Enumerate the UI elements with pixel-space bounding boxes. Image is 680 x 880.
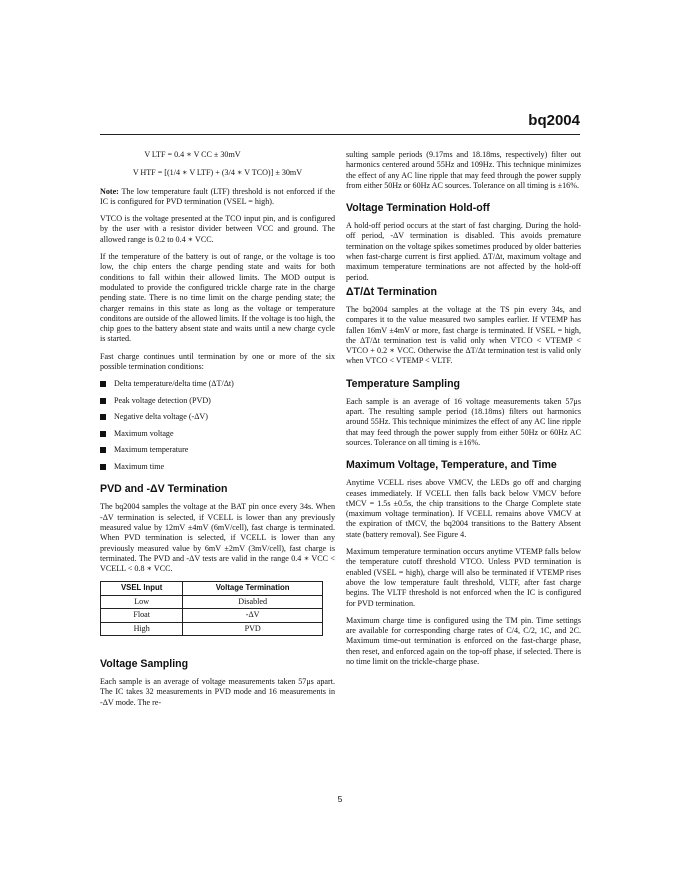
holdoff-paragraph: A hold-off period occurs at the start of fast charging. During the hold-off period, -ΔV termination is disabled. This avoids premature termination on the voltage spikes sometimes produced by older batteries when fast-charge current is first applied. ΔT/Δt, maximum voltage and maximum temperature terminations are not affected by the hold-off period. [346, 221, 581, 282]
vtco-paragraph: VTCO is the voltage presented at the TCO input pin, and is configured by the user with a resistor divider between VCC and ground. The allowed range is 0.2 to 0.4 ∗ VCC. [100, 214, 335, 244]
section-heading-dtdt: ΔT/Δt Termination [346, 285, 437, 298]
table-header-row [101, 582, 323, 595]
list-item: Peak voltage detection (PVD) [100, 396, 335, 407]
document-title: bq2004 [528, 112, 580, 129]
section-heading-maximum: Maximum Voltage, Temperature, and Time [346, 459, 557, 472]
vsel-table [100, 581, 323, 636]
voltage-sampling-paragraph: Each sample is an average of voltage measurements taken 57μs apart. The IC takes 32 measurements in PVD mode and 16 measurements in -ΔV mode. The re- [100, 677, 335, 707]
list-item: Maximum voltage [100, 429, 335, 440]
left-column [100, 150, 335, 715]
header-rule [100, 134, 580, 135]
table-cell: PVD [183, 622, 323, 635]
table-cell: -ΔV [183, 609, 323, 622]
table-cell: High [101, 622, 183, 635]
section-heading-pvd: PVD and -ΔV Termination [100, 483, 228, 496]
temperature-sampling-paragraph: Each sample is an average of 16 voltage measurements taken 57μs apart. The resulting sample period (18.18ms) filters out harmonics around 55Hz. This technique minimizes the effect of any AC line ripple that may feed through the power supply from either 50Hz or 60Hz AC sources. Tolerance on all timing is ±16%. [346, 396, 581, 447]
maximum-temperature-paragraph: Maximum temperature termination occurs anytime VTEMP falls below the temperature cutoff threshold VTCO. Unless PVD termination is enabled (VSEL = high), charge will also be terminated if VTEMP rises above the low temperature fault threshold, VLTF, after fast charge begins. The VLTF threshold is not enforced when the IC is configured for PVD termination. [346, 547, 581, 608]
bullet-square-icon [100, 464, 106, 470]
table-cell: Disabled [183, 595, 323, 608]
list-item: Maximum temperature [100, 445, 335, 456]
bullet-square-icon [100, 398, 106, 404]
dtdt-paragraph: The bq2004 samples at the voltage at the TS pin every 34s, and compares it to the value measured two samples earlier. If VTEMP has fallen 16mV ±4mV or more, fast charge is terminated. If VSEL = high, the ΔT/Δt termination test is valid only when VTCO < VTEMP < VTCO + 0.2 ∗ VCC. Otherwise the ΔT/Δt termination test is valid only when VTCO < VTEMP < VLTF. [346, 304, 581, 366]
equation-vhtf: V HTF = [(1/4 ∗ V LTF) + (3/4 ∗ V TCO)] ± 30mV [132, 168, 303, 178]
bullet-square-icon [100, 431, 106, 437]
table-cell: Float [101, 609, 183, 622]
bullet-square-icon [100, 414, 106, 420]
continued-paragraph: sulting sample periods (9.17ms and 18.18ms, respectively) filter out harmonics centered around 55Hz and 109Hz. This technique minimizes the effect of any AC line ripple that may feed through the power supply from either 50Hz or 60Hz AC sources. Tolerance on all timing is ±16%. [346, 150, 581, 190]
bullet-square-icon [100, 381, 106, 387]
termination-conditions-list [100, 379, 335, 472]
bullet-square-icon [100, 447, 106, 453]
table-header-cell: Voltage Termination [183, 582, 323, 595]
section-heading-holdoff: Voltage Termination Hold-off [346, 202, 490, 215]
list-item: Maximum time [100, 462, 335, 473]
right-column [346, 150, 581, 674]
maximum-time-paragraph: Maximum charge time is configured using the TM pin. Time settings are available for corresponding charge rates of C/4, C/2, 1C, and 2C. Maximum time-out termination is enforced on the fast-charge phase, then reset, and enforced again on the top-off phase, if selected. There is no time limit on the trickle-charge phase. [346, 615, 581, 666]
note-text: The low temperature fault (LTF) threshold is not enforced if the IC is configured for PVD termination (VSEL = high). [100, 186, 335, 206]
section-heading-voltage-sampling: Voltage Sampling [100, 658, 189, 671]
table-header-cell: VSEL Input [101, 582, 183, 595]
section-heading-temperature-sampling: Temperature Sampling [346, 377, 461, 390]
note-paragraph [100, 187, 335, 208]
table-row [101, 609, 323, 622]
list-item: Delta temperature/delta time (ΔT/Δt) [100, 379, 335, 390]
equation-vltf: V LTF = 0.4 ∗ V CC ± 30mV [144, 150, 241, 159]
range-paragraph: If the temperature of the battery is out of range, or the voltage is too low, the chip enters the charge pending state and waits for both conditions to fall within their allowed limits. The MOD output is modulated to provide the configured trickle charge rate in the charge pending state. There is no time limit on the charge pending state; the charger remains in this state as long as the voltage or temperature conditons are outside of the allowed limits. If the voltage is too high, the chip goes to the battery absent state and waits until a new charge cycle is started. [100, 252, 335, 344]
table-cell: Low [101, 595, 183, 608]
list-item: Negative delta voltage (-ΔV) [100, 412, 335, 423]
note-label: Note: [100, 186, 119, 196]
maximum-voltage-paragraph: Anytime VCELL rises above VMCV, the LEDs go off and charging ceases immediately. If VCELL then falls back below VMCV before tMCV = 1.5s ±0.5s, the chip transitions to the Charge Complete state (maximum voltage termination). If VCELL remains above VMCV at the expiration of tMCV, the bq2004 transitions to the Battery Absent state (battery removal). See Figure 4. [346, 478, 581, 539]
fast-charge-paragraph: Fast charge continues until termination by one or more of the six possible termination conditions: [100, 351, 335, 372]
pvd-paragraph: The bq2004 samples the voltage at the BAT pin once every 34s. When -ΔV termination is selected, if VCELL is lower than any previously measured value by 12mV ±4mV (6mV/cell), fast charge is terminated. When PVD termination is selected, if VCELL is lower than any previously measured value by 6mV ±2mV (3mV/cell), fast charge is terminated. The PVD and -ΔV tests are valid in the range 0.4 ∗ VCC < VCELL < 0.8 ∗ VCC. [100, 502, 335, 574]
table-row [101, 595, 323, 608]
table-row [101, 622, 323, 635]
page-number: 5 [337, 794, 343, 804]
